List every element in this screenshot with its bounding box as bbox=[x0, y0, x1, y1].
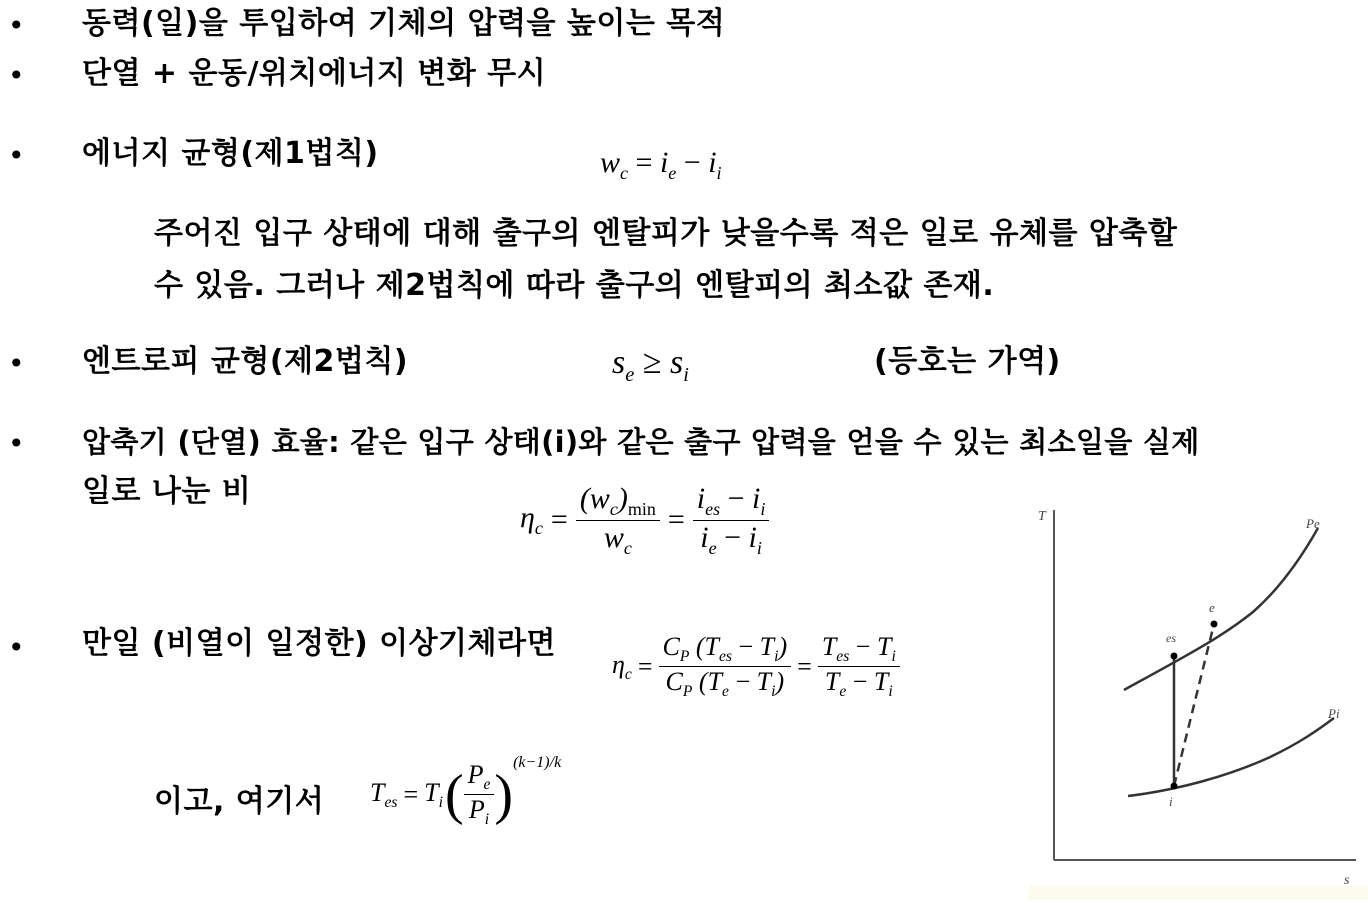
x-axis-label: s bbox=[1344, 873, 1350, 888]
bullet-dot: • bbox=[8, 9, 25, 42]
point-es-label: es bbox=[1166, 631, 1176, 645]
point-i bbox=[1171, 783, 1178, 790]
equation-ideal-gas: $\eta_c$ = $\frac{C_P (T_{es} - T_i)}{C_P (T_e - T_i)}$ = $\frac{T_{es} - T_i}{T_e - T_i}$ bbox=[612, 632, 900, 701]
bullet-text-energy-balance: 에너지 균형(제1법칙) bbox=[82, 136, 379, 171]
bullet-text-entropy-balance: 엔트로피 균형(제2법칙) bbox=[82, 344, 409, 379]
isobar-pi-label: Pi bbox=[1328, 706, 1340, 721]
equation-efficiency: $\eta_c$ = $\frac{(w_c)_{min}}{w_c}$ = $\frac{i_{es} - i_i}{i_e - i_i}$ bbox=[520, 482, 769, 558]
ts-diagram bbox=[1028, 500, 1368, 900]
point-i-label: i bbox=[1169, 794, 1173, 809]
equation-work: $w_c = i_e - i_i$ bbox=[600, 146, 722, 183]
equation-entropy: $s_e \ge s_i$ bbox=[612, 344, 689, 386]
equation-tes: $T_{es}$ = $T_i$ ( $\frac{P_e}{P_i}$ ) (k−1)/k bbox=[370, 754, 562, 829]
isobar-pe-label: Pe bbox=[1306, 516, 1320, 531]
y-axis-label: T bbox=[1038, 509, 1046, 524]
bullet-text-purpose: 동력(일)을 투입하여 기체의 압력을 높이는 목적 bbox=[82, 6, 726, 41]
bullet-dot: • bbox=[8, 139, 25, 172]
bullet-text-assumptions: 단열 + 운동/위치에너지 변화 무시 bbox=[82, 56, 547, 91]
point-e bbox=[1211, 621, 1218, 628]
text-where: 이고, 여기서 bbox=[154, 784, 325, 819]
energy-description-line-1: 주어진 입구 상태에 대해 출구의 엔탈피가 낮을수록 적은 일로 유체를 압축할 bbox=[154, 216, 1178, 251]
point-es bbox=[1171, 653, 1178, 660]
bullet-dot: • bbox=[8, 59, 25, 92]
energy-description-line-2: 수 있음. 그러나 제2법칙에 따라 출구의 엔탈피의 최소값 존재. bbox=[154, 268, 995, 303]
bullet-dot: • bbox=[8, 347, 25, 380]
bullet-dot: • bbox=[8, 631, 25, 664]
bullet-text-ideal-gas: 만일 (비열이 일정한) 이상기체라면 bbox=[82, 626, 556, 661]
bullet-text-efficiency-1: 압축기 (단열) 효율: 같은 입구 상태(i)와 같은 출구 압력을 얻을 수 있는 최소일을 실제 bbox=[82, 425, 1200, 459]
bullet-dot: • bbox=[8, 427, 25, 460]
point-e-label: e bbox=[1209, 600, 1215, 615]
bullet-text-efficiency-2: 일로 나눈 비 bbox=[82, 474, 252, 509]
entropy-note: (등호는 가역) bbox=[874, 344, 1061, 379]
